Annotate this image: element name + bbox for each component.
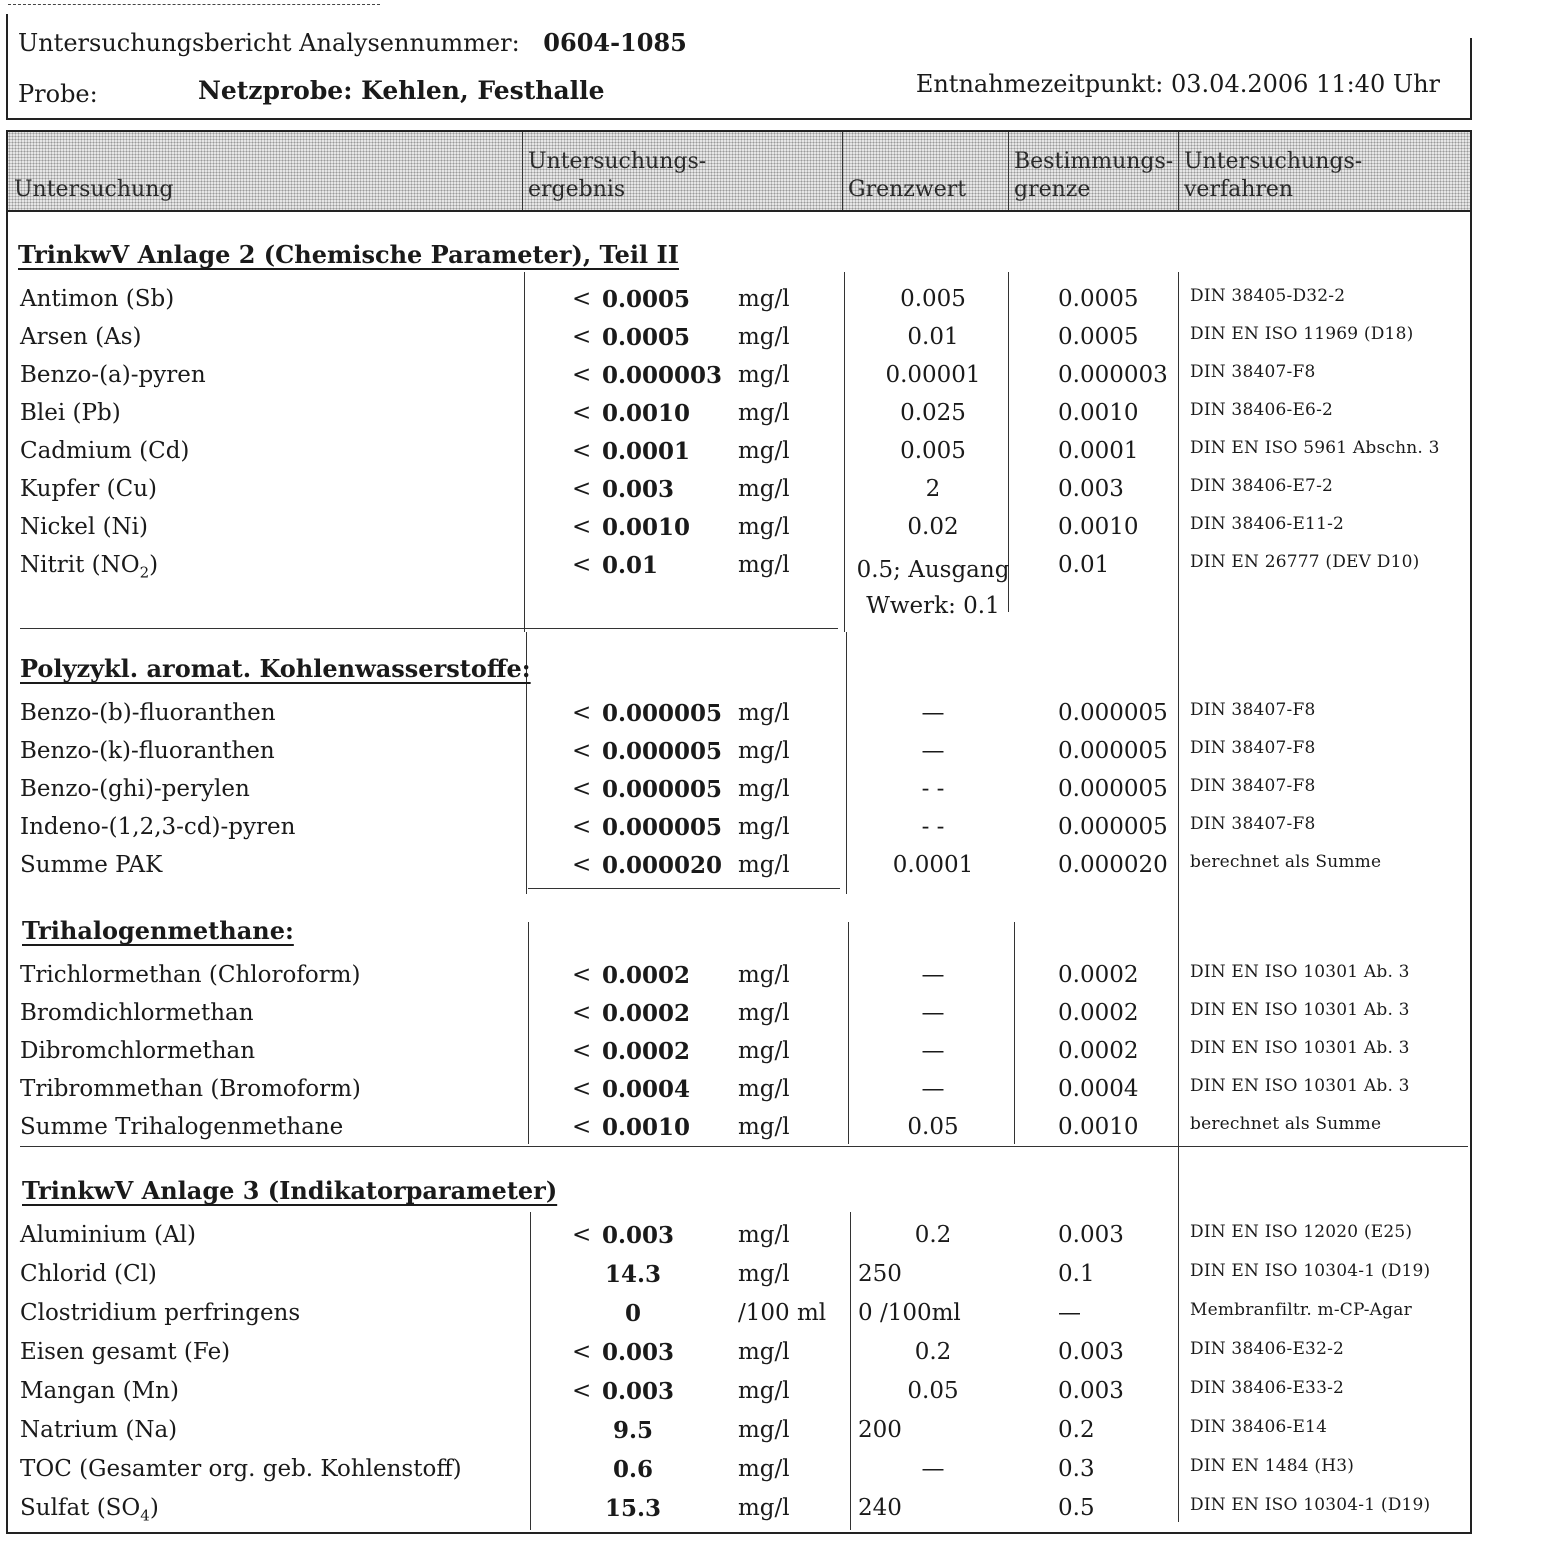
table-row: Benzo-(b)-fluoranthen < 0.000005 mg/l — 0.000005 DIN 38407-F8 (20, 700, 1316, 727)
table-row: Clostridium perfringens 0 /100 ml 0 /100ml — Membranfiltr. m-CP-Agar (20, 1300, 1412, 1327)
table-row: Benzo-(a)-pyren < 0.000003 mg/l 0.00001 0.000003 DIN 38407-F8 (20, 362, 1316, 389)
col-untersuchung: Untersuchung (8, 132, 523, 210)
col-verfahren: Untersuchungs- verfahren (1184, 149, 1363, 202)
table-row: Trichlormethan (Chloroform) < 0.0002 mg/l — 0.0002 DIN EN ISO 10301 Ab. 3 (20, 962, 1410, 989)
table-row: Benzo-(k)-fluoranthen < 0.000005 mg/l — 0.000005 DIN 38407-F8 (20, 738, 1316, 765)
table-row: Cadmium (Cd) < 0.0001 mg/l 0.005 0.0001 DIN EN ISO 5961 Abschn. 3 (20, 438, 1440, 465)
table-row: Aluminium (Al) < 0.003 mg/l 0.2 0.003 DIN EN ISO 12020 (E25) (20, 1222, 1413, 1249)
table-row: Dibromchlormethan < 0.0002 mg/l — 0.0002 DIN EN ISO 10301 Ab. 3 (20, 1038, 1410, 1065)
header-right-border (1470, 38, 1472, 120)
table-row: Benzo-(ghi)-perylen < 0.000005 mg/l - - 0.000005 DIN 38407-F8 (20, 776, 1316, 803)
table-row: Bromdichlormethan < 0.0002 mg/l — 0.0002 DIN EN ISO 10301 Ab. 3 (20, 1000, 1410, 1027)
sampling-time-label: Entnahmezeitpunkt: (915, 70, 1164, 98)
col-bestimmungsgrenze: Bestimmungs- grenze (1008, 132, 1179, 210)
section-title-anlage3: TrinkwV Anlage 3 (Indikatorparameter) (22, 1176, 558, 1205)
probe-value: Netzprobe: Kehlen, Festhalle (198, 76, 605, 105)
table-row: Mangan (Mn) < 0.003 mg/l 0.05 0.003 DIN 38406-E33-2 (20, 1378, 1345, 1405)
table-row: Blei (Pb) < 0.0010 mg/l 0.025 0.0010 DIN 38406-E6-2 (20, 400, 1334, 427)
table-row: Indeno-(1,2,3-cd)-pyren < 0.000005 mg/l - - 0.000005 DIN 38407-F8 (20, 814, 1316, 841)
table-row: Kupfer (Cu) < 0.003 mg/l 2 0.003 DIN 38406-E7-2 (20, 476, 1334, 503)
table-row-sulfat: Sulfat $(SO_4)$ 15.3 mg/l 240 0.5 DIN EN ISO 10304-1 (D19) (20, 1495, 1431, 1525)
section-title-pak: Polyzykl. aromat. Kohlenwasserstoffe: (20, 654, 531, 683)
table-header (8, 132, 1470, 212)
table-row: Nickel (Ni) < 0.0010 mg/l 0.02 0.0010 DIN 38406-E11-2 (20, 514, 1345, 541)
table-row: Tribrommethan (Bromoform) < 0.0004 mg/l — 0.0004 DIN EN ISO 10301 Ab. 3 (20, 1076, 1410, 1103)
top-dashed-rule (8, 4, 380, 5)
probe-label: Probe: (18, 80, 98, 108)
table-row: Summe PAK < 0.000020 mg/l 0.0001 0.000020 berechnet als Summe (20, 852, 1382, 879)
table-row: Chlorid (Cl) 14.3 mg/l 250 0.1 DIN EN ISO 10304-1 (D19) (20, 1261, 1431, 1288)
table-row: Natrium (Na) 9.5 mg/l 200 0.2 DIN 38406-E14 (20, 1417, 1328, 1444)
table-row: Summe Trihalogenmethane < 0.0010 mg/l 0.05 0.0010 berechnet als Summe (20, 1114, 1382, 1141)
table-row: Arsen (As) < 0.0005 mg/l 0.01 0.0005 DIN EN ISO 11969 (D18) (20, 324, 1414, 351)
table-row-nitrit: Nitrit $(NO_2)$ < 0.01 mg/l 0.5; Ausgang Wwerk: 0.1 0.01 DIN EN 26777 (DEV D10) (20, 552, 1420, 619)
table-row: Antimon (Sb) < 0.0005 mg/l 0.005 0.0005 DIN 38405-D32-2 (20, 286, 1346, 313)
sampling-time-value: 03.04.2006 11:40 Uhr (1171, 70, 1440, 98)
report-number: 0604-1085 (543, 28, 687, 57)
report-label: Untersuchungsbericht Analysennummer: (18, 29, 520, 57)
col-grenzwert: Grenzwert (842, 132, 1009, 210)
table-row: TOC (Gesamter org. geb. Kohlenstoff) 0.6 mg/l — 0.3 DIN EN 1484 (H3) (20, 1456, 1355, 1483)
results-table (6, 130, 1472, 1534)
section-rule (20, 628, 838, 629)
report-header (6, 14, 1470, 120)
sampling-time (916, 70, 1440, 98)
table-row: Eisen gesamt (Fe) < 0.003 mg/l 0.2 0.003 DIN 38406-E32-2 (20, 1339, 1345, 1366)
section-title-thm: Trihalogenmethane: (22, 916, 294, 945)
section-title-anlage2: TrinkwV Anlage 2 (Chemische Parameter), Teil II (18, 240, 679, 269)
col-ergebnis: Untersuchungs- ergebnis (522, 132, 843, 210)
report-title (18, 28, 687, 57)
